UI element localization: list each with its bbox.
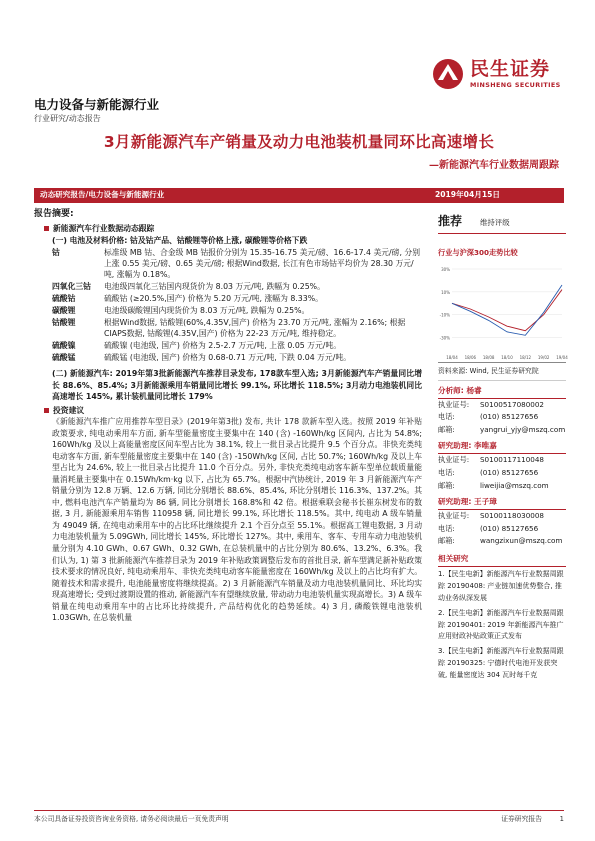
related-heading: 相关研究: [438, 553, 566, 567]
footer-label: 证券研究报告: [501, 815, 542, 823]
metal-row: [52, 281, 422, 293]
metal-price-table: [52, 247, 422, 365]
contact-row: [438, 399, 566, 412]
x-tick-label: 18/12: [519, 354, 532, 360]
x-tick-label: 18/04: [446, 354, 458, 360]
x-tick-label: 18/08: [482, 354, 495, 360]
rating-box: [438, 213, 566, 234]
report-title: 3月新能源汽车产销量及动力电池装机量同环比高速增长: [103, 133, 495, 151]
chart-title: 行业与沪深300走势比较: [438, 248, 518, 258]
bullet-icon: [44, 226, 49, 231]
metal-price-text: 硫酸镍 (电池级, 国产) 价格为 2.5-2.7 万元/吨, 上涨 0.05 万元/吨。: [104, 341, 342, 351]
y-tick-label: 30%: [441, 266, 450, 272]
report-subtitle: —新能源汽车行业数据周跟踪: [429, 160, 559, 171]
band-category: 动态研究报告/电力设备与新能源行业: [40, 190, 165, 199]
metal-row: [52, 293, 422, 305]
contact-key: 邮箱:: [438, 424, 455, 434]
contact-row: [438, 454, 566, 467]
contact-value: (010) 85127656: [480, 468, 539, 478]
metal-name: 钴: [52, 247, 60, 257]
brand-cn: 民生证券: [470, 58, 551, 80]
analyst-contact: [438, 399, 566, 437]
contact-value: S0100517080002: [480, 399, 545, 409]
contact-value: S0100117110048: [480, 455, 545, 465]
related-report-link[interactable]: 3.【民生电新】新能源汽车行业数据周跟踪 20190325: 宁德时代电池开发获突破, 能量密度达 304 瓦时每千克: [438, 647, 564, 680]
assistant2-heading: 研究助理: 王子璋: [438, 496, 566, 510]
metal-row: [52, 317, 422, 340]
page-footer: [34, 810, 564, 823]
metal-name: 硫酸镍: [52, 341, 76, 351]
subsection-prices: (一) 电池及材料价格: 钴及钴产品、钴酸锂等价格上涨, 碳酸锂等价格下跌: [52, 236, 308, 246]
assistant2-contact: [438, 510, 566, 548]
contact-value: liweijia@mszq.com: [480, 480, 549, 490]
metal-name: 碳酸锂: [52, 305, 76, 315]
contact-row: [438, 424, 566, 437]
contact-key: 电话:: [438, 412, 455, 422]
brand-en: MINSHENG SECURITIES: [470, 81, 561, 89]
contact-value: (010) 85127656: [480, 523, 539, 533]
report-band: [34, 188, 564, 203]
subsection-nev: (二) 新能源汽车: 2019年第3批新能源汽车推荐目录发布, 178款车型入选; 3月新能源汽车产销量同比增长 88.6%、85.4%; 3月新能源乘用车销量同比增长 99.1%, 环比增长 118.5%; 3月动力电池装机同比高速增长 145%, 累计装机量同比增长 179%: [52, 369, 422, 402]
metal-price-text: 标准级 MB 钴、合金级 MB 钴报价分别为 15.35-16.75 美元/磅、16.6-17.4 美元/磅, 分别上涨 0.55 美元/磅、0.65 美元/磅; 根据Wind数据, 长江有色市场钴平均价为 28.30 万元/吨, 涨幅为 0.18%。: [104, 247, 421, 279]
x-tick-label: 19/04: [556, 354, 568, 360]
bullet-icon: [44, 408, 49, 413]
x-tick-label: 19/02: [537, 354, 550, 360]
related-list: [438, 569, 566, 682]
trend-chart: [438, 263, 566, 363]
y-tick-label: -30%: [439, 335, 450, 341]
assistant1-contact: [438, 454, 566, 492]
chart-source: 资料来源: Wind, 民生证券研究院: [438, 367, 566, 381]
rating-label: 推荐: [438, 214, 463, 228]
band-date: 2019年04月15日: [434, 190, 500, 199]
contact-value: (010) 85127656: [480, 412, 539, 422]
footer-disclaimer: 本公司具备证券投资咨询业务资格, 请务必阅读最后一页免责声明: [34, 815, 229, 823]
metal-price-text: 根据Wind数据, 钴酸锂(60%,4.35V,国产) 价格为 23.70 万元/吨, 涨幅为 2.16%; 根据CIAPS数据, 钴酸锂(4.35V,国产) 价格为 22-23 万元/吨, 维持稳定。: [104, 318, 406, 339]
industry-name: 电力设备与新能源行业: [34, 97, 160, 112]
contact-key: 电话:: [438, 523, 455, 533]
contact-row: [438, 411, 566, 424]
x-tick-label: 18/10: [501, 354, 513, 360]
x-tick-label: 18/06: [464, 354, 477, 360]
metal-price-text: 电池级四氧化三钴国内现货价为 8.03 万元/吨, 跌幅为 0.25%。: [104, 281, 325, 291]
metal-price-text: 硫酸锰 (电池级, 国产) 价格为 0.68-0.71 万元/吨, 下跌 0.04 万元/吨。: [104, 353, 351, 363]
rating-value: 维持评级: [480, 218, 510, 227]
metal-name: 四氧化三钴: [52, 281, 91, 291]
metal-price-text: 硫酸钴 (≥20.5%,国产) 价格为 5.20 万元/吨, 涨幅为 8.33%。: [104, 293, 323, 303]
abstract-title: 报告摘要:: [34, 209, 74, 219]
contact-row: [438, 480, 566, 493]
right-panel: [438, 213, 566, 685]
contact-key: 执业证号:: [438, 399, 470, 409]
contact-value: S0100118030008: [480, 511, 545, 521]
metal-price-text: 电池级碳酸锂国内现货价为 8.03 万元/吨, 跌幅为 0.25%。: [104, 305, 310, 315]
trend-chart-svg: [438, 263, 566, 363]
metal-row: [52, 340, 422, 352]
metal-row: [52, 247, 422, 281]
invest-body: 《新能源汽车推广应用推荐车型目录》(2019年第3批) 发布, 共计 178 款新车型入选。按照 2019 年补贴政策要求, 纯电动乘用车方面, 新车型能量密度主要集中在 140 (含) -160Wh/kg 区间内, 占比为 54.8%; 160Wh/kg 及以上高能量密度区间车型占比为 38.1%, 较上一批目录占比提升 9.5 个百分点。非快充类纯电动客车方面, 新车型能量密度主要集中在 140 (含) -150Wh/kg 区间, 占比 50.7%; 160Wh/kg 及以上车型占比为 24.6%, 较上一批目录占比提升 11.0 个百分点。另外, 非快充类纯电动客车新车型单位载质量能量消耗量主要集中在 0.15Wh/km·kg 以下, 占比为 65.7%。根据中汽协统计, 2019 年 3 月新能源汽车产销量分别为 12.8 万辆、12.6 万辆, 同比分别增长 88.6%、85.4%, 环比分别增长 116.3%、137.2%。其中, 燃料电池汽车产销量均为 86 辆, 同比分别增长 168.8%和 42 倍。根据乘联会秘书长崔东树发布的数据, 3 月, 新能源乘用车销售 110958 辆, 同比增长 99.1%, 环比增长 118.5%。其中, 纯电动 A 级车销量为 49049 辆, 在纯电动乘用车中的占比环比继续提升 2.1 个百分点至 55.1%。根据高工锂电数据, 3 月动力电池装机量为 5.09GWh, 同比增长 145%, 环比增长 127%。其中, 乘用车、客车、专用车动力电池装机量分别为 4.10 GWh、0.67 GWh、0.32 GWh, 在总装机量中的占比分别为 80.6%、13.2%、6.3%。我们认为, 1) 第 3 批新能源汽车推荐目录为 2019 年补贴政策调整后发布的首批目录, 新车型满足新补贴政策技术要求的情况良好, 纯电动乘用车、非快充类纯电动客车能量密度在 160Wh/kg 及以上的占比均有扩大。随着技术和需求提升, 电池能量密度将继续提高。2) 3 月新能源汽车销量及动力电池装机量同比、环比均实现高速增长; 受到过渡期设置的推动, 新能源汽车有望继续放量, 带动动力电池装机量实现高增长。3) A 级车销量在纯电动乘用车中的占比环比持续提升, 产品结构优化的趋势延续。4) 3 月, 磷酸铁锂电池装机 1.03GWh, 在总装机量: [52, 417, 422, 623]
metal-row: [52, 352, 422, 364]
section-tracking: 新能源汽车行业数据动态跟踪: [44, 223, 426, 234]
section-invest: 投资建议: [44, 405, 426, 416]
metal-name: 钴酸锂: [52, 318, 76, 328]
contact-value: wangzixun@mszq.com: [480, 536, 563, 546]
abstract-column: [34, 208, 426, 745]
y-tick-label: 10%: [441, 289, 450, 295]
contact-row: [438, 535, 566, 548]
contact-key: 邮箱:: [438, 480, 455, 490]
metal-name: 硫酸钴: [52, 293, 76, 303]
metal-name: 硫酸锰: [52, 353, 76, 363]
contact-key: 电话:: [438, 468, 455, 478]
contact-key: 执业证号:: [438, 511, 470, 521]
y-tick-label: -10%: [439, 312, 450, 318]
metal-row: [52, 305, 422, 317]
minsheng-logo-icon: [432, 58, 464, 90]
series-line-1: [452, 285, 562, 335]
contact-row: [438, 467, 566, 480]
contact-key: 邮箱:: [438, 536, 455, 546]
analyst-heading: 分析师: 杨睿: [438, 385, 566, 399]
related-report-link[interactable]: 2.【民生电新】新能源汽车行业数据周跟踪 20190401: 2019 年新能源汽车推广应用财政补贴政策正式发布: [438, 608, 564, 641]
related-report-link[interactable]: 1.【民生电新】新能源汽车行业数据周跟踪 20190408: 产业链加速优势整合, 推动业务纵深发展: [438, 570, 564, 602]
report-type: 行业研究/动态报告: [34, 114, 101, 123]
page-number: 1: [559, 815, 564, 823]
contact-key: 执业证号:: [438, 455, 470, 465]
brand-logo: [432, 58, 572, 94]
contact-row: [438, 510, 566, 523]
contact-row: [438, 523, 566, 536]
assistant1-heading: 研究助理: 李唯嘉: [438, 440, 566, 454]
contact-value: yangrui_yjy@mszq.com: [480, 424, 566, 434]
